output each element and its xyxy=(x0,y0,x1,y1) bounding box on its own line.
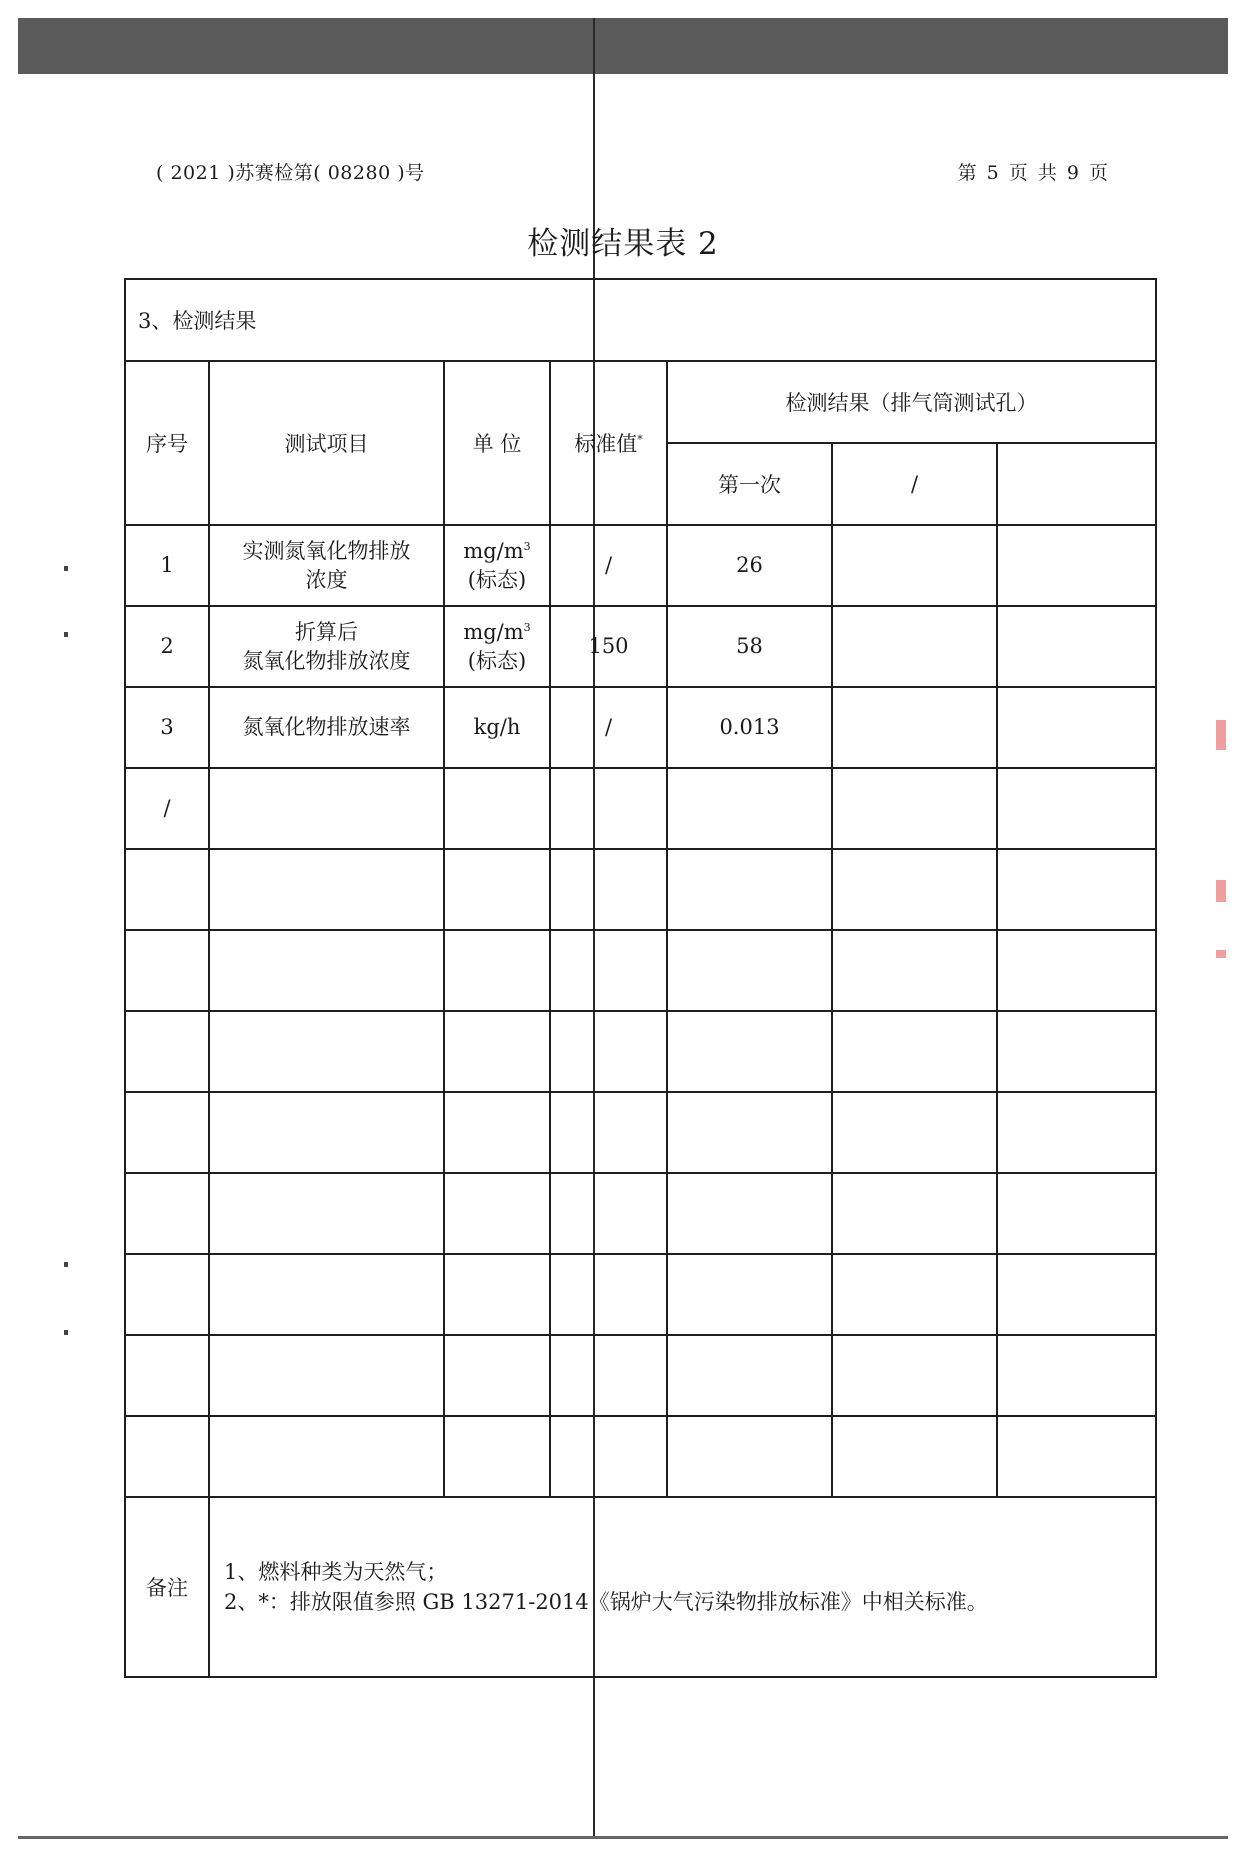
result-second-cell xyxy=(832,525,997,606)
sub-header-second: / xyxy=(832,443,997,525)
standard-cell: 150 xyxy=(550,606,667,687)
seal-fragment xyxy=(1216,720,1226,750)
results-table xyxy=(124,278,1157,1678)
empty-row xyxy=(125,1092,1156,1173)
remark-line: 1、燃料种类为天然气； xyxy=(224,1559,448,1584)
result-first-cell: 0.013 xyxy=(667,687,832,768)
page-info: 第 5 页 共 9 页 xyxy=(957,162,1110,184)
section-heading: 3、检测结果 xyxy=(125,279,1156,361)
unit-cell: $mg/m^3$ (标态) xyxy=(444,525,550,606)
empty-row xyxy=(125,930,1156,1011)
empty-row xyxy=(125,1416,1156,1497)
table-row xyxy=(125,525,1156,606)
scan-speck xyxy=(64,566,68,571)
unit-cell: kg/h xyxy=(444,687,550,768)
seal-fragment xyxy=(1216,950,1226,958)
standard-cell: / xyxy=(550,525,667,606)
col-header-unit: 单 位 xyxy=(444,361,550,525)
scan-speck xyxy=(64,632,68,637)
result-first-cell: 26 xyxy=(667,525,832,606)
standard-cell xyxy=(550,768,667,849)
col-header-results-group: 检测结果（排气筒测试孔） xyxy=(667,361,1156,443)
result-second-cell xyxy=(832,687,997,768)
result-third-cell xyxy=(997,525,1156,606)
seq-cell: 2 xyxy=(125,606,209,687)
unit-cell: $mg/m^3$ (标态) xyxy=(444,606,550,687)
empty-row xyxy=(125,1254,1156,1335)
scan-top-bar xyxy=(18,18,1228,74)
item-cell: 实测氮氧化物排放 浓度 xyxy=(209,525,444,606)
result-second-cell xyxy=(832,606,997,687)
seq-cell: 1 xyxy=(125,525,209,606)
remarks-content xyxy=(209,1497,1156,1677)
result-third-cell xyxy=(997,768,1156,849)
scan-speck xyxy=(64,1262,68,1267)
table-row xyxy=(125,606,1156,687)
table-row xyxy=(125,768,1156,849)
result-third-cell xyxy=(997,687,1156,768)
sub-header-third xyxy=(997,443,1156,525)
seal-fragment xyxy=(1216,880,1226,902)
col-header-standard: 标准值* xyxy=(550,361,667,525)
empty-row xyxy=(125,1173,1156,1254)
item-cell: 氮氧化物排放速率 xyxy=(209,687,444,768)
report-number: ( 2021 )苏赛检第( 08280 )号 xyxy=(156,162,425,184)
sub-header-first: 第一次 xyxy=(667,443,832,525)
item-cell: 折算后 氮氧化物排放浓度 xyxy=(209,606,444,687)
table-row xyxy=(125,687,1156,768)
seq-cell: 3 xyxy=(125,687,209,768)
empty-row xyxy=(125,1335,1156,1416)
col-header-seq: 序号 xyxy=(125,361,209,525)
remark-line: 2、*：排放限值参照 GB 13271-2014《锅炉大气污染物排放标准》中相关标准。 xyxy=(224,1590,988,1614)
empty-row xyxy=(125,849,1156,930)
result-first-cell xyxy=(667,768,832,849)
col-header-item: 测试项目 xyxy=(209,361,444,525)
item-cell xyxy=(209,768,444,849)
empty-row xyxy=(125,1011,1156,1092)
result-first-cell: 58 xyxy=(667,606,832,687)
standard-cell: / xyxy=(550,687,667,768)
remarks-label: 备注 xyxy=(125,1497,209,1677)
scan-bottom-line xyxy=(18,1836,1228,1839)
document-title: 检测结果表 2 xyxy=(527,226,719,262)
scan-speck xyxy=(64,1330,68,1335)
unit-cell xyxy=(444,768,550,849)
result-third-cell xyxy=(997,606,1156,687)
result-second-cell xyxy=(832,768,997,849)
seq-cell: / xyxy=(125,768,209,849)
